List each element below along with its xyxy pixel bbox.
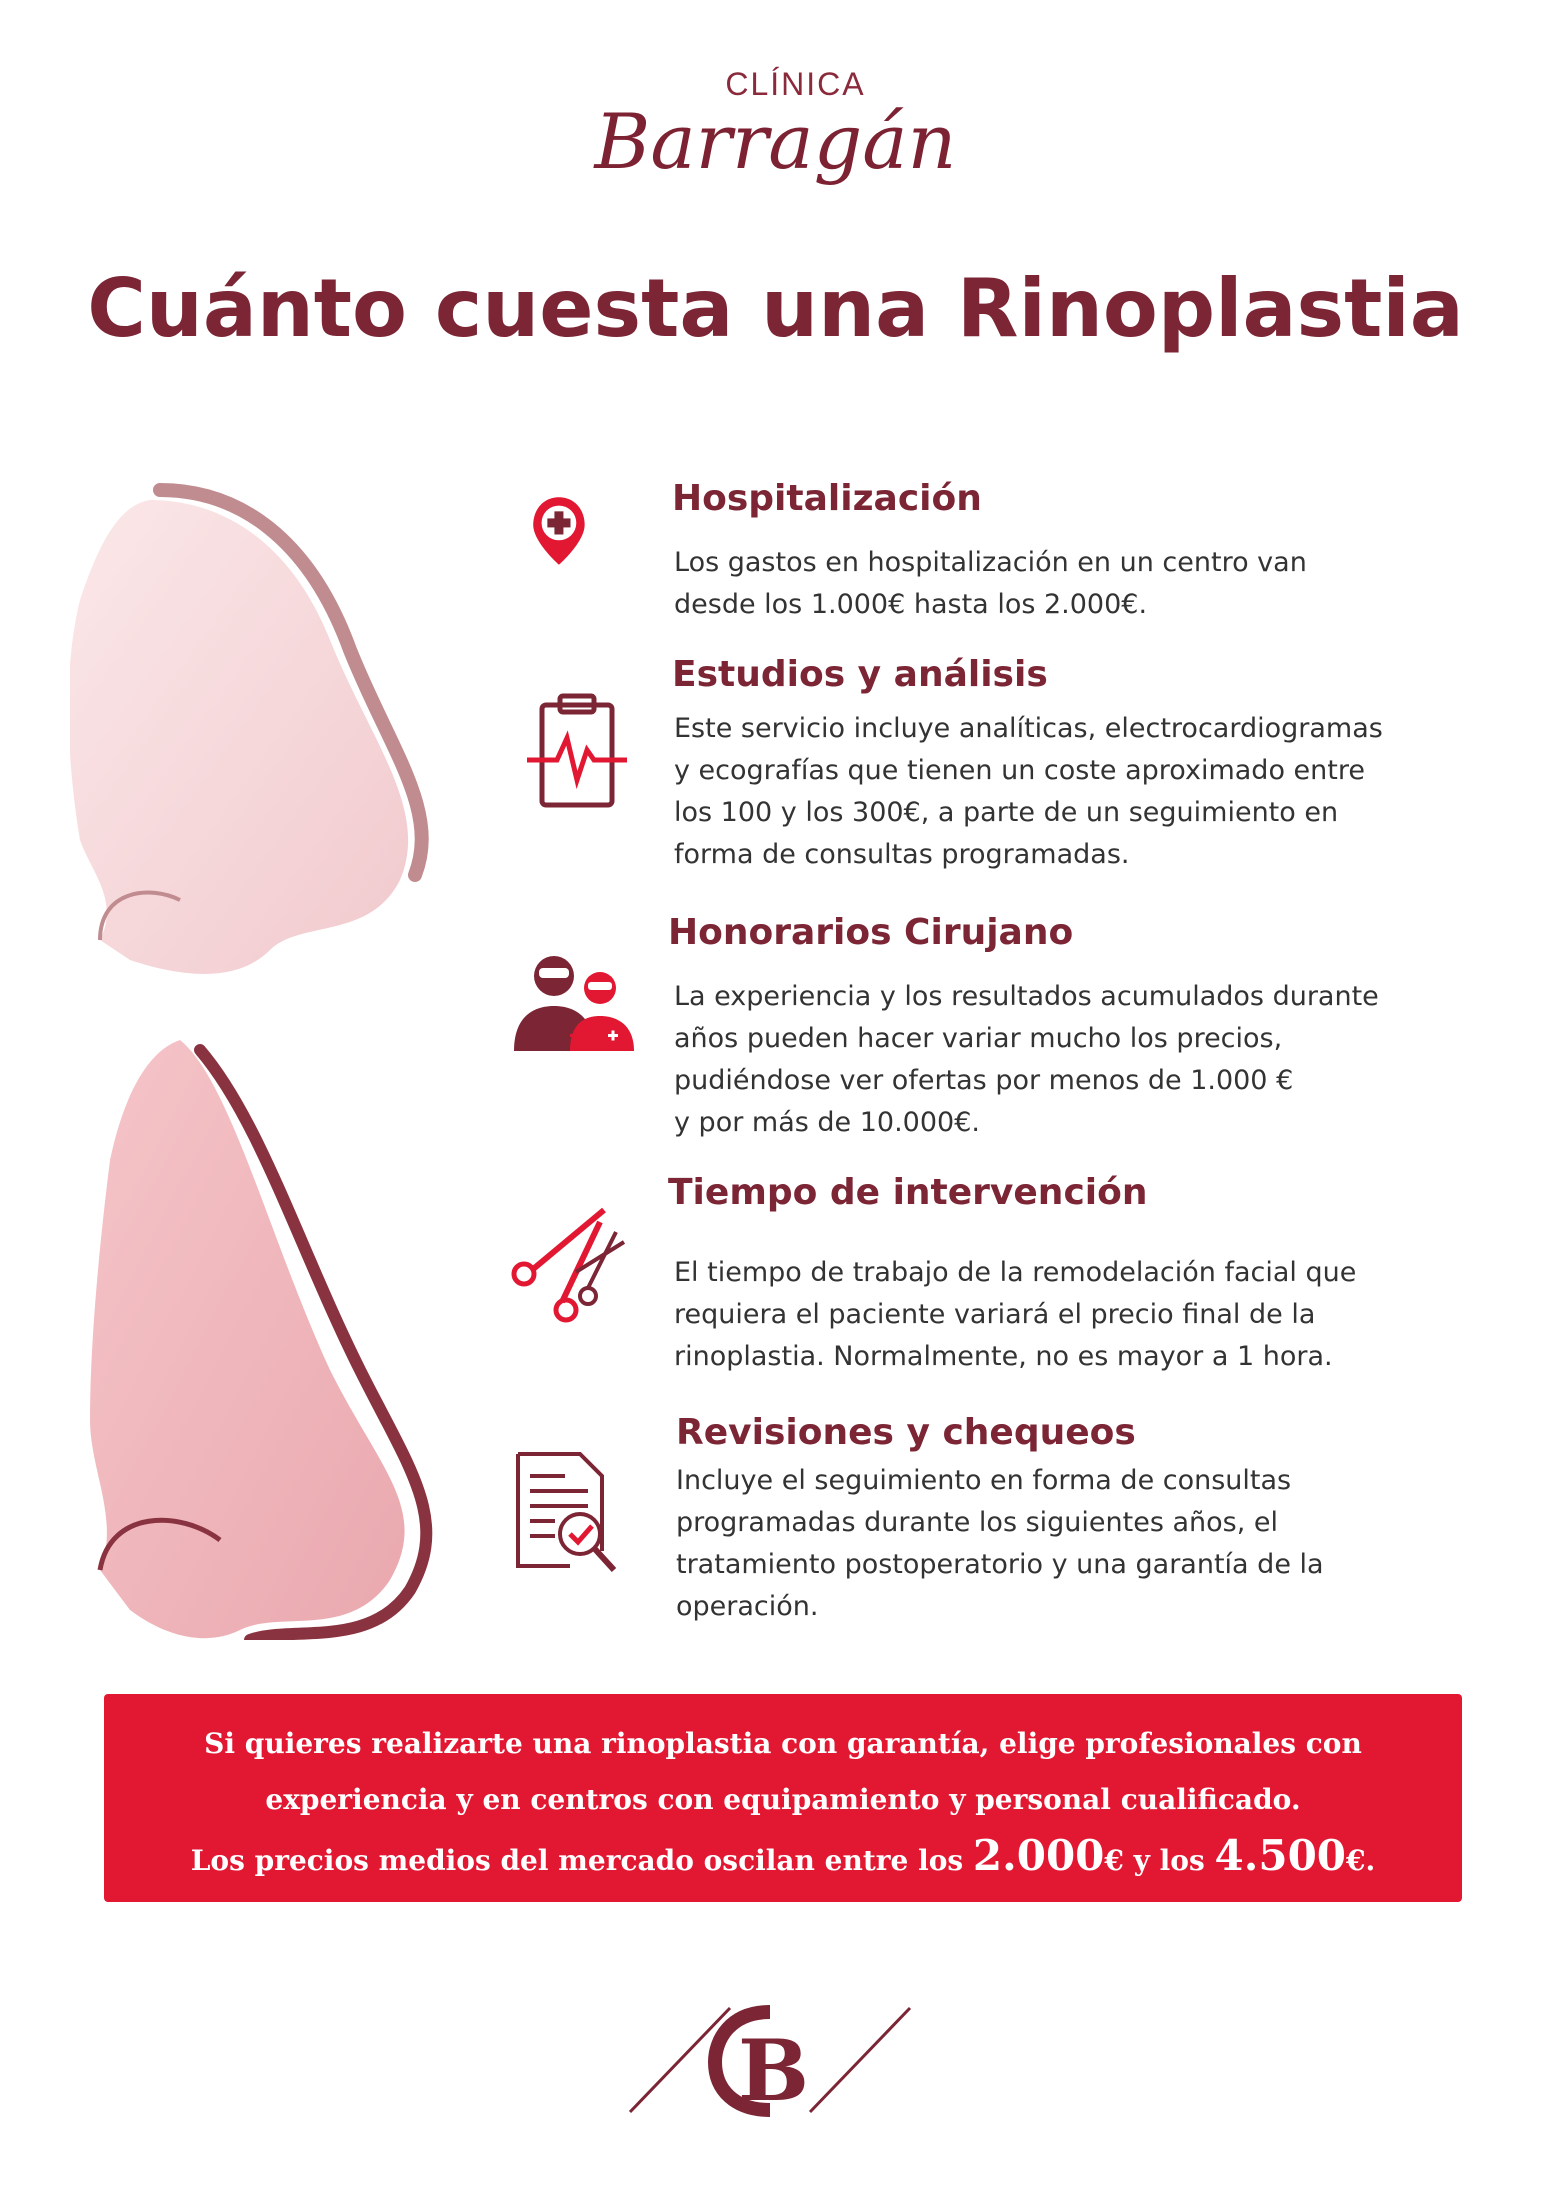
body-line: programadas durante los siguientes años, el [676,1507,1279,1538]
body-line: La experiencia y los resultados acumulados durante [674,981,1379,1012]
section-revisiones [500,1412,1500,1642]
body-line: forma de consultas programadas. [674,839,1130,870]
section-honorarios [500,912,1500,1142]
section-body [674,1252,1434,1378]
body-line: pudiéndose ver ofertas por menos de 1.000 € [674,1065,1294,1096]
nose-top-icon [70,490,422,974]
document-check-icon [510,1446,630,1596]
logo-main-text: Barragán [594,97,957,186]
clipboard-heartbeat-icon [522,690,632,820]
body-line: rinoplastia. Normalmente, no es mayor a 1 hora. [674,1341,1333,1372]
footer-monogram-logo [620,2000,920,2130]
section-title: Tiempo de intervención [668,1172,1148,1213]
noses-illustration [70,480,450,1640]
body-line: y por más de 10.000€. [674,1107,980,1138]
body-line: requiera el paciente variará el precio final de la [674,1299,1316,1330]
body-line: los 100 y los 300€, a parte de un seguimiento en [674,797,1339,828]
section-title: Estudios y análisis [672,654,1048,695]
section-title: Honorarios Cirujano [668,912,1074,953]
section-title: Hospitalización [672,478,982,519]
surgical-scissors-icon [504,1192,644,1332]
euro-sign: € [1346,1844,1366,1877]
price-low: 2.000 [972,1831,1105,1880]
cta-line-3-pre: Los precios medios del mercado oscilan entre los [190,1844,973,1877]
section-estudios [500,654,1500,884]
section-body [674,976,1434,1144]
monogram-letter: B [738,2021,809,2120]
euro-sign: € [1104,1844,1124,1877]
clinic-logo [0,66,1551,186]
section-body [676,1460,1436,1628]
cta-banner [104,1694,1462,1902]
nose-bottom-icon [90,1040,426,1640]
page-title: Cuánto cuesta una Rinoplastia [87,262,1464,355]
body-line: tratamiento postoperatorio y una garantía de la [676,1549,1324,1580]
logo-top-text: CLÍNICA [725,66,866,102]
section-hospitalizacion [500,478,1500,628]
body-line: operación. [676,1591,819,1622]
cta-line-1: Si quieres realizarte una rinoplastia con garantía, elige profesionales con [204,1727,1362,1760]
section-tiempo [500,1172,1500,1372]
cta-line-2: experiencia y en centros con equipamiento y personal cualificado. [265,1783,1301,1816]
section-title: Revisiones y chequeos [676,1412,1136,1453]
section-body [674,542,1434,626]
body-line: desde los 1.000€ hasta los 2.000€. [674,589,1148,620]
cta-line-3 [104,1828,1462,1889]
body-line: Los gastos en hospitalización en un centro van [674,547,1307,578]
body-line: Este servicio incluye analíticas, electrocardiogramas [674,713,1383,744]
cta-line-3-mid: y los [1123,1844,1215,1877]
body-line: años pueden hacer variar mucho los precios, [674,1023,1283,1054]
cta-line-3-end: . [1365,1844,1376,1877]
price-high: 4.500 [1214,1831,1347,1880]
body-line: El tiempo de trabajo de la remodelación facial que [674,1257,1357,1288]
section-body [674,708,1434,876]
hospital-pin-icon [530,484,620,594]
body-line: Incluye el seguimiento en forma de consultas [676,1465,1292,1496]
surgeons-icon [504,946,644,1056]
body-line: y ecografías que tienen un coste aproximado entre [674,755,1365,786]
